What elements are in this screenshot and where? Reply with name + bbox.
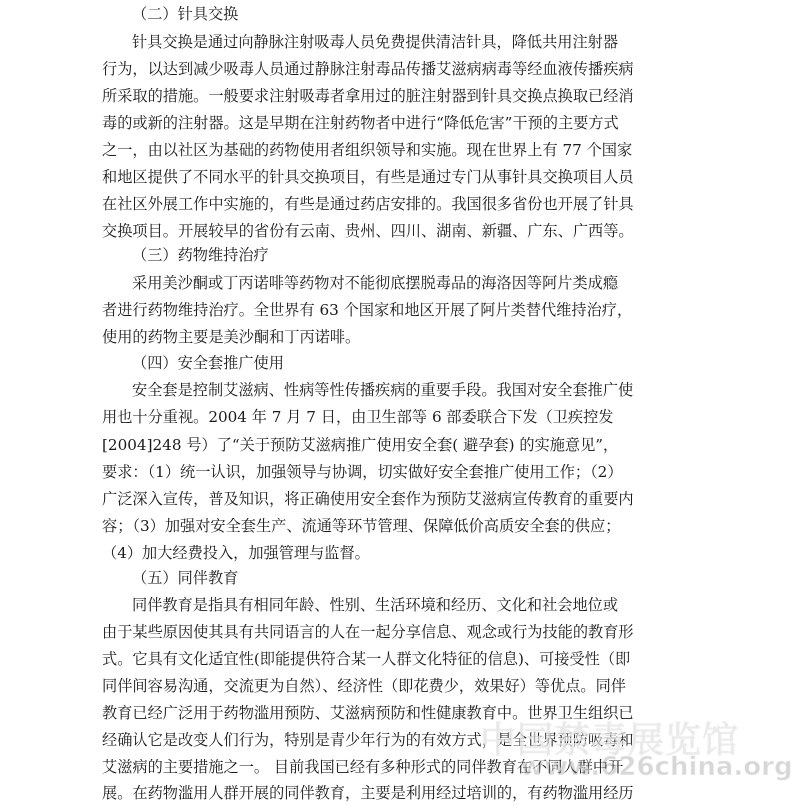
paragraph-line: 教育已经广泛用于药物滥用预防、艾滋病预防和性健康教育中。世界卫生组织已 [102,704,634,722]
paragraph-line: 采用美沙酮或丁丙诺啡等药物对不能彻底摆脱毒品的海洛因等阿片类成瘾 [132,274,618,292]
paragraph-line: 使用的药物主要是美沙酮和丁丙诺啡。 [102,328,361,346]
section-heading-condom-promotion: （四）安全套推广使用 [132,354,284,372]
paragraph-line: 和地区提供了不同水平的针具交换项目，有些是通过专门从事针具交换项目人员 [102,168,634,186]
paragraph-line: 广泛深入宣传，普及知识，将正确使用安全套作为预防艾滋病宣传教育的重要内 [102,490,634,508]
paragraph-line: 容；（3）加强对安全套生产、流通等环节管理、保障低价高质安全套的供应； [102,517,621,535]
paragraph-line: 由于某些原因使其具有共同语言的人在一起分享信息、观念或行为技能的教育形 [102,623,634,641]
paragraph-line: 式。它具有文化适宜性(即能提供符合某一人群文化特征的信息)、可接受性（即 [102,650,631,668]
paragraph-line: 用也十分重视。2004 年 7 月 7 日，由卫生部等 6 部委联合下发（卫疾控发 [102,408,614,426]
section-heading-needle-exchange: （二）针具交换 [132,5,239,23]
paragraph-line: 行为，以达到减少吸毒人员通过静脉注射毒品传播艾滋病病毒等经血液传播疾病 [102,60,634,78]
paragraph-line: 在社区外展工作中实施的，有些是通过药店安排的。我国很多省份也开展了针具 [102,195,634,213]
paragraph-line: 展。在药物滥用人群开展的同伴教育，主要是利用经过培训的，有药物滥用经历 [102,784,634,802]
paragraph-line: 安全套是控制艾滋病、性病等性传播疾病的重要手段。我国对安全套推广使 [132,381,634,399]
paragraph-line: [2004]248 号）了“关于预防艾滋病推广使用安全套( 避孕套) 的实施意见”， [102,436,619,454]
paragraph-line: 交换项目。开展较早的省份有云南、贵州、四川、湖南、新疆、广东、广西等。 [102,222,634,240]
watermark-url: www.626china.org [520,752,793,782]
paragraph-line: 经确认它是改变人们行为，特别是青少年行为的有效方式，是全世界预防吸毒和 [102,731,634,749]
section-heading-drug-maintenance: （三）药物维持治疗 [132,246,269,264]
paragraph-line: 同伴教育是指具有相同年龄、性别、生活环境和经历、文化和社会地位或 [132,596,618,614]
paragraph-line: 要求：（1）统一认识，加强领导与协调，切实做好安全套推广使用工作；（2） [102,463,623,481]
paragraph-line: 毒的或新的注射器。这是早期在注射药物者中进行“降低危害”干预的主要方式 [102,114,619,132]
paragraph-line: 艾滋病的主要措施之一。 目前我国已经有多种形式的同伴教育在不同人群中开 [102,758,624,776]
paragraph-line: 者进行药物维持治疗。全世界有 63 个国家和地区开展了阿片类替代维持治疗， [102,301,633,319]
paragraph-line: 所采取的措施。一般要求注射吸毒者拿用过的脏注射器到针具交换点换取已经消 [102,87,634,105]
watermark-site-name: 中国禁毒展览馆 [480,720,740,761]
paragraph-line: 之一，由以社区为基础的药物使用者组织领导和实施。现在世界上有 77 个国家 [102,141,633,159]
section-heading-peer-education: （五）同伴教育 [132,569,239,587]
paragraph-line: （4）加大经费投入，加强管理与监督。 [102,544,370,562]
paragraph-line: 同伴间容易沟通，交流更为自然）、经济性（即花费少，效果好）等优点。同伴 [102,677,626,695]
paragraph-line: 针具交换是通过向静脉注射吸毒人员免费提供清洁针具，降低共用注射器 [132,33,618,51]
